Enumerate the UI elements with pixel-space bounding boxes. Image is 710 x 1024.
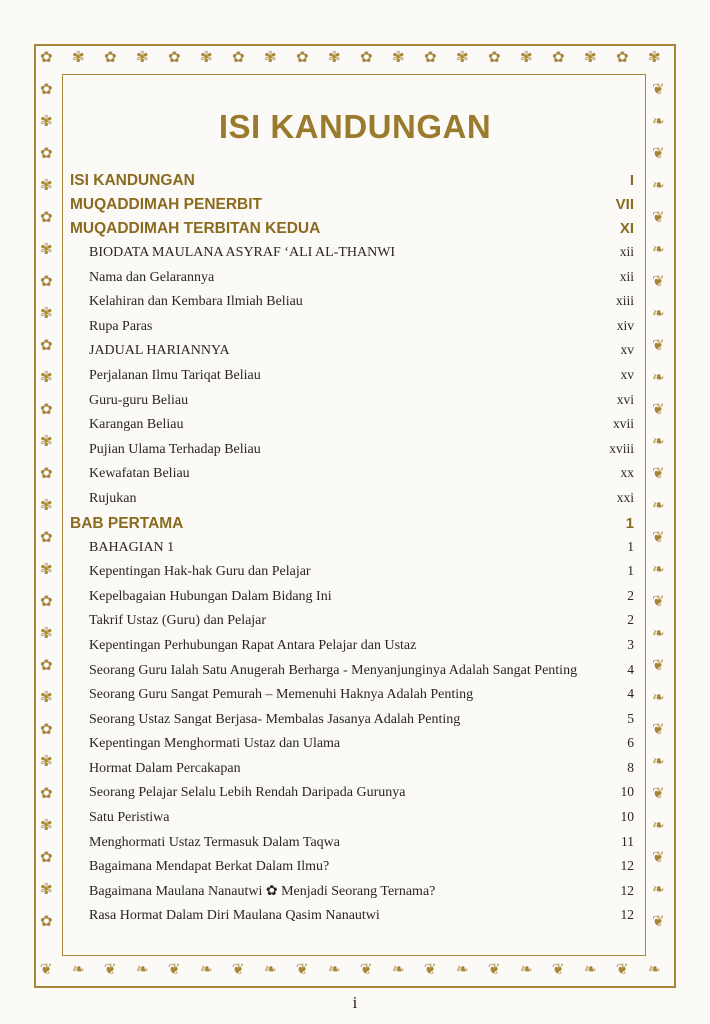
flower-ornament-icon: ❦ <box>652 464 665 482</box>
toc-entry-page: 4 <box>627 661 634 677</box>
flower-ornament-icon: ❦ <box>652 848 665 866</box>
toc-entry <box>70 392 636 417</box>
toc-entry-page: 5 <box>627 710 634 726</box>
toc-entry <box>70 883 636 908</box>
toc-entry-title: BAHAGIAN 1 <box>89 539 175 555</box>
flower-ornament-icon: ✾ <box>40 560 53 578</box>
flower-ornament-icon: ❧ <box>520 960 533 978</box>
toc-entry-title: BAB PERTAMA <box>70 514 184 532</box>
flower-ornament-icon: ❦ <box>652 400 665 418</box>
flower-ornament-icon: ✿ <box>40 720 53 738</box>
flower-ornament-icon: ❧ <box>652 240 665 258</box>
toc-entry <box>70 539 636 564</box>
toc-entry-page: 8 <box>627 759 634 775</box>
toc-entry <box>70 342 636 367</box>
flower-ornament-icon: ✾ <box>72 48 85 66</box>
toc-entry-page: 2 <box>627 587 634 603</box>
toc-heading <box>70 196 636 220</box>
toc-entry <box>70 269 636 294</box>
flower-ornament-icon: ✾ <box>520 48 533 66</box>
flower-ornament-icon: ✿ <box>40 656 53 674</box>
toc-entry-title: Kepentingan Perhubungan Rapat Antara Pelajar dan Ustaz <box>89 637 417 653</box>
toc-entry-title: Perjalanan Ilmu Tariqat Beliau <box>89 367 261 383</box>
toc-entry-title: Seorang Ustaz Sangat Berjasa- Membalas Jasanya Adalah Penting <box>89 711 461 727</box>
flower-ornament-icon: ❦ <box>296 960 309 978</box>
flower-ornament-icon: ✿ <box>552 48 565 66</box>
flower-ornament-icon: ✿ <box>40 272 53 290</box>
toc-entry-title: Takrif Ustaz (Guru) dan Pelajar <box>89 613 267 629</box>
flower-ornament-icon: ❦ <box>652 208 665 226</box>
flower-ornament-icon: ❧ <box>652 432 665 450</box>
flower-ornament-icon: ❦ <box>616 960 629 978</box>
toc-entry <box>70 490 636 515</box>
flower-ornament-icon: ❦ <box>652 336 665 354</box>
toc-entry-page: xiv <box>616 317 634 333</box>
flower-ornament-icon: ❧ <box>456 960 469 978</box>
toc-entry-page: 1 <box>625 514 634 532</box>
toc-entry-title: Seorang Pelajar Selalu Lebih Rendah Daripada Gurunya <box>89 785 406 801</box>
flower-ornament-icon: ❦ <box>652 592 665 610</box>
toc-entry-title: Kepentingan Hak-hak Guru dan Pelajar <box>89 564 311 580</box>
toc-entry-title: JADUAL HARIANNYA <box>89 343 230 359</box>
flower-ornament-icon: ✾ <box>40 816 53 834</box>
toc-entry-title: Seorang Guru Ialah Satu Anugerah Berharga - Menyanjunginya Adalah Sangat Penting <box>89 662 578 678</box>
flower-ornament-icon: ❦ <box>652 272 665 290</box>
flower-ornament-icon: ✾ <box>40 880 53 898</box>
flower-ornament-icon: ✿ <box>40 848 53 866</box>
flower-ornament-icon: ❦ <box>40 960 53 978</box>
toc-entry-page: xviii <box>609 440 634 456</box>
toc-entry-title: Kepelbagaian Hubungan Dalam Bidang Ini <box>89 588 332 604</box>
toc-entry <box>70 858 636 883</box>
toc-entry <box>70 588 636 613</box>
toc-entry-page: XI <box>619 220 634 237</box>
flower-ornament-icon: ✿ <box>40 400 53 418</box>
toc-entry-title: MUQADDIMAH TERBITAN KEDUA <box>70 220 321 237</box>
flower-ornament-icon: ✾ <box>40 432 53 450</box>
flower-ornament-icon: ✾ <box>40 176 53 194</box>
page-number: i <box>352 993 358 1012</box>
toc-entry-title: Bagaimana Mendapat Berkat Dalam Ilmu? <box>89 859 330 875</box>
flower-ornament-icon: ❧ <box>72 960 85 978</box>
flower-ornament-icon: ❧ <box>652 368 665 386</box>
toc-entry <box>70 834 636 859</box>
flower-ornament-icon: ✿ <box>296 48 309 66</box>
toc-entry-title: MUQADDIMAH PENERBIT <box>70 196 263 213</box>
flower-ornament-icon: ✿ <box>40 48 53 66</box>
toc-entry-page: xxi <box>616 489 634 505</box>
flower-ornament-icon: ✾ <box>392 48 405 66</box>
toc-entry <box>70 367 636 392</box>
toc-entry-page: xv <box>620 366 634 382</box>
toc-entry-title: Kelahiran dan Kembara Ilmiah Beliau <box>89 294 303 310</box>
flower-ornament-icon: ✿ <box>104 48 117 66</box>
flower-ornament-icon: ❧ <box>652 752 665 770</box>
flower-ornament-icon: ✿ <box>424 48 437 66</box>
toc-entry-page: 1 <box>627 563 634 579</box>
flower-ornament-icon: ❧ <box>648 960 661 978</box>
flower-ornament-icon: ✿ <box>40 592 53 610</box>
flower-ornament-icon: ✿ <box>40 336 53 354</box>
flower-ornament-icon: ❦ <box>552 960 565 978</box>
toc-entry <box>70 465 636 490</box>
flower-ornament-icon: ✿ <box>40 912 53 930</box>
toc-entry-title: Rupa Paras <box>89 318 153 334</box>
flower-ornament-icon: ✿ <box>40 784 53 802</box>
toc-entry-title: Bagaimana Maulana Nanautwi ✿ Menjadi Seorang Ternama? <box>89 883 436 899</box>
flower-ornament-icon: ❦ <box>360 960 373 978</box>
flower-ornament-icon: ✾ <box>456 48 469 66</box>
toc-entry-title: Rasa Hormat Dalam Diri Maulana Qasim Nanautwi <box>89 908 380 924</box>
flower-ornament-icon: ❦ <box>652 528 665 546</box>
flower-ornament-icon: ✾ <box>40 752 53 770</box>
flower-ornament-icon: ❧ <box>652 112 665 130</box>
flower-ornament-icon: ✾ <box>584 48 597 66</box>
flower-ornament-icon: ✿ <box>40 80 53 98</box>
toc-entry <box>70 441 636 466</box>
flower-ornament-icon: ✿ <box>40 528 53 546</box>
flower-ornament-icon: ✾ <box>40 112 53 130</box>
flower-ornament-icon: ❧ <box>652 304 665 322</box>
flower-ornament-icon: ✿ <box>360 48 373 66</box>
flower-ornament-icon: ❧ <box>652 624 665 642</box>
toc-entry-page: 12 <box>620 858 634 874</box>
flower-ornament-icon: ❧ <box>652 688 665 706</box>
toc-entry-title: Satu Peristiwa <box>89 810 170 826</box>
flower-ornament-icon: ✾ <box>40 496 53 514</box>
flower-ornament-icon: ✾ <box>40 304 53 322</box>
flower-ornament-icon: ❦ <box>232 960 245 978</box>
flower-ornament-icon: ❦ <box>488 960 501 978</box>
toc-entry-title: Kepentingan Menghormati Ustaz dan Ulama <box>89 736 341 752</box>
toc-entry-page: xii <box>619 268 634 284</box>
toc-heading <box>70 172 636 196</box>
flower-ornament-icon: ❧ <box>584 960 597 978</box>
flower-ornament-icon: ❧ <box>136 960 149 978</box>
flower-ornament-icon: ✾ <box>136 48 149 66</box>
toc-entry-title: Rujukan <box>89 490 137 506</box>
flower-ornament-icon: ✾ <box>40 368 53 386</box>
toc-entry-page: 12 <box>620 907 634 923</box>
toc-entry-page: 1 <box>627 538 634 554</box>
toc-entry <box>70 612 636 637</box>
flower-ornament-icon: ❦ <box>424 960 437 978</box>
flower-ornament-icon: ✾ <box>40 624 53 642</box>
toc-entry <box>70 735 636 760</box>
toc-entry <box>70 563 636 588</box>
toc-entry-page: VII <box>615 196 634 213</box>
toc-entry-page: I <box>629 172 634 189</box>
flower-ornament-icon: ❦ <box>652 656 665 674</box>
flower-ornament-icon: ❦ <box>652 720 665 738</box>
toc-entry-title: Hormat Dalam Percakapan <box>89 760 241 776</box>
flower-ornament-icon: ❧ <box>652 880 665 898</box>
toc-entry <box>70 662 636 687</box>
flower-ornament-icon: ❧ <box>652 816 665 834</box>
flower-ornament-icon: ✿ <box>232 48 245 66</box>
toc-entry <box>70 907 636 932</box>
flower-ornament-icon: ✿ <box>40 464 53 482</box>
flower-ornament-icon: ✾ <box>264 48 277 66</box>
flower-ornament-icon: ❦ <box>652 144 665 162</box>
table-of-contents <box>70 172 636 932</box>
toc-entry-title: Pujian Ulama Terhadap Beliau <box>89 441 261 457</box>
toc-entry <box>70 686 636 711</box>
toc-entry-title: Guru-guru Beliau <box>89 392 189 408</box>
toc-entry-page: 10 <box>620 809 634 825</box>
toc-entry <box>70 637 636 662</box>
flower-ornament-icon: ✾ <box>200 48 213 66</box>
toc-entry <box>70 318 636 343</box>
toc-entry-title: Kewafatan Beliau <box>89 466 190 482</box>
toc-heading <box>70 515 636 539</box>
toc-entry-page: 10 <box>620 784 634 800</box>
toc-entry <box>70 711 636 736</box>
flower-ornament-icon: ✾ <box>648 48 661 66</box>
flower-ornament-icon: ❧ <box>264 960 277 978</box>
flower-ornament-icon: ❦ <box>652 784 665 802</box>
toc-heading <box>70 220 636 244</box>
toc-entry <box>70 760 636 785</box>
toc-entry-page: 4 <box>627 686 634 702</box>
flower-ornament-icon: ❧ <box>652 496 665 514</box>
flower-ornament-icon: ❦ <box>652 912 665 930</box>
flower-ornament-icon: ❧ <box>652 176 665 194</box>
toc-entry-page: xvii <box>612 416 634 432</box>
toc-entry-page: 12 <box>620 882 634 898</box>
toc-entry-page: 3 <box>627 636 634 652</box>
toc-entry-page: xx <box>620 465 634 481</box>
toc-entry-title: BIODATA MAULANA ASYRAF ‘ALI AL-THANWI <box>89 245 396 260</box>
toc-entry-page: xv <box>620 342 634 358</box>
flower-ornament-icon: ✿ <box>40 144 53 162</box>
toc-entry-title: ISI KANDUNGAN <box>70 172 195 189</box>
flower-ornament-icon: ✾ <box>40 240 53 258</box>
toc-entry <box>70 416 636 441</box>
toc-entry-page: 11 <box>621 833 634 849</box>
flower-ornament-icon: ✿ <box>488 48 501 66</box>
toc-entry <box>70 809 636 834</box>
toc-entry-page: xiii <box>615 293 634 309</box>
toc-entry-title: Seorang Guru Sangat Pemurah – Memenuhi Haknya Adalah Penting <box>89 687 474 703</box>
flower-ornament-icon: ✾ <box>328 48 341 66</box>
toc-entry-title: Menghormati Ustaz Termasuk Dalam Taqwa <box>89 834 341 850</box>
flower-ornament-icon: ❧ <box>200 960 213 978</box>
toc-entry-page: 2 <box>627 612 634 628</box>
flower-ornament-icon: ❦ <box>168 960 181 978</box>
flower-ornament-icon: ❧ <box>328 960 341 978</box>
toc-entry <box>70 293 636 318</box>
toc-entry <box>70 784 636 809</box>
flower-ornament-icon: ❧ <box>392 960 405 978</box>
toc-entry-page: xii <box>619 244 634 259</box>
page-title: ISI KANDUNGAN <box>218 108 492 145</box>
flower-ornament-icon: ✿ <box>168 48 181 66</box>
toc-entry <box>70 244 636 269</box>
flower-ornament-icon: ✿ <box>40 208 53 226</box>
toc-entry-page: 6 <box>627 735 634 751</box>
toc-entry-title: Nama dan Gelarannya <box>89 269 215 285</box>
toc-entry-page: xvi <box>616 391 634 407</box>
flower-ornament-icon: ✾ <box>40 688 53 706</box>
toc-entry-title: Karangan Beliau <box>89 417 184 433</box>
flower-ornament-icon: ❦ <box>104 960 117 978</box>
flower-ornament-icon: ✿ <box>616 48 629 66</box>
flower-ornament-icon: ❧ <box>652 560 665 578</box>
flower-ornament-icon: ❦ <box>652 80 665 98</box>
